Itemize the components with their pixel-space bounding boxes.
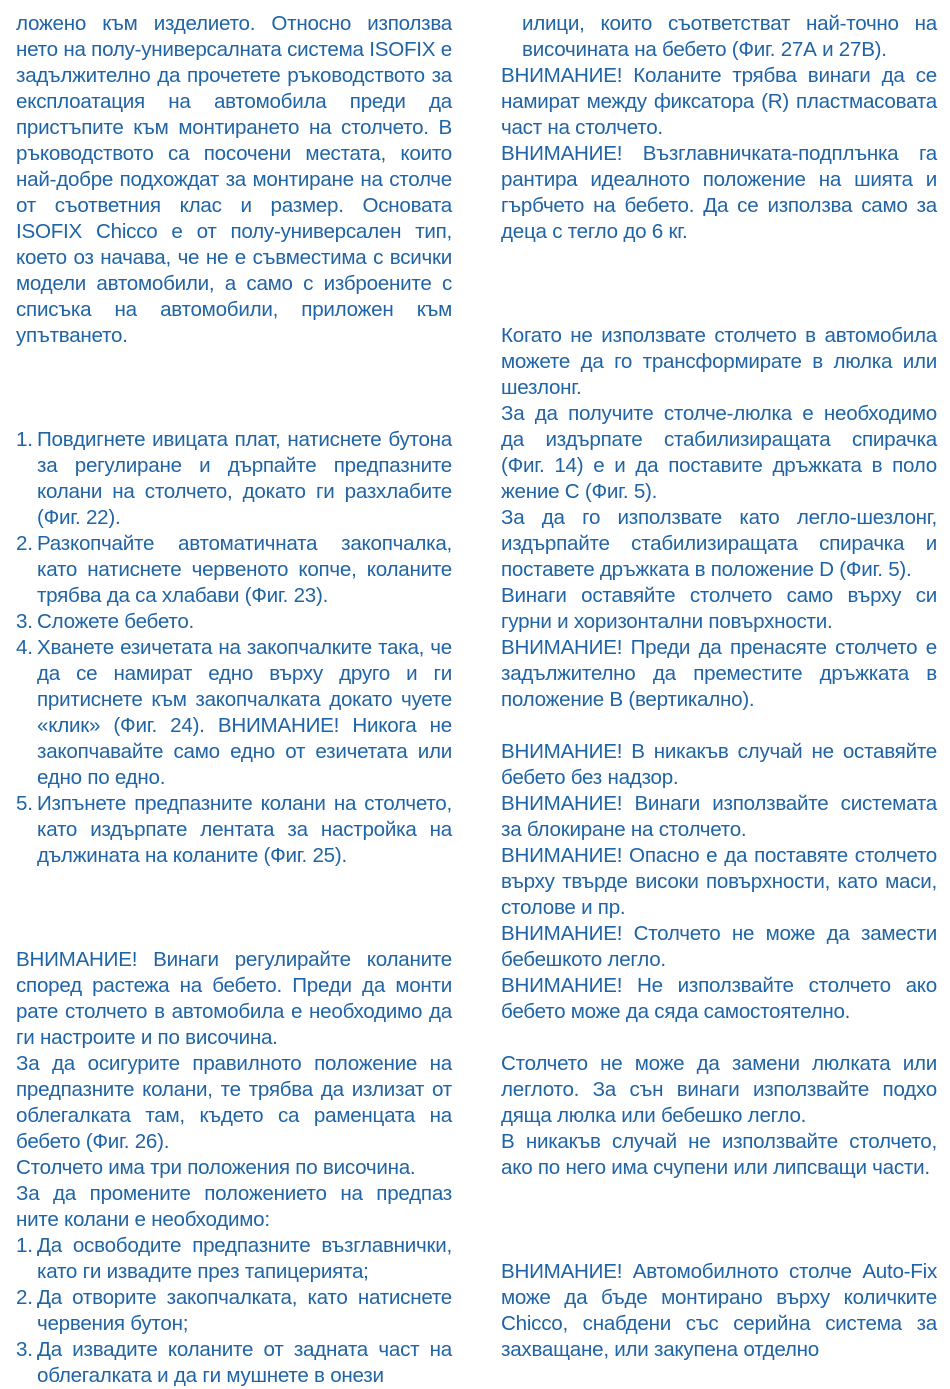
continuation-paragraph: илици, които съответстват най-точно на височината на бебето (Фиг. 27А и 27В). bbox=[522, 12, 937, 61]
sleep-paragraph: Столчето не може да замени люлката или леглото. За сън винаги използвайте подхо дяща люлка или бебешко легло. bbox=[501, 1052, 937, 1127]
list-number: 3. bbox=[16, 610, 33, 633]
warning-paragraph: ВНИМАНИЕ! Не използвайте столчето ако бебето може да сяда самостоятелно. bbox=[501, 974, 937, 1023]
list-item bbox=[16, 1233, 452, 1285]
list-text: Сложете бебето. bbox=[37, 610, 195, 633]
right-column bbox=[501, 11, 937, 1363]
list-text: Да извадите коланите от задната част на облегалката и да ги мушнете в онези bbox=[37, 1338, 452, 1387]
list-text: Повдигнете ивицата плат, натиснете бутона за регулиране и дърпайте предпазните колани на столчето, докато ги разхлабите (Фиг. 22). bbox=[37, 428, 452, 529]
list-item bbox=[16, 1285, 452, 1337]
list-number: 2. bbox=[16, 1286, 33, 1309]
warning-autofix-paragraph: ВНИМАНИЕ! Автомобилното столче Auto-Fix може да бъде монтирано върху количките Chicco, снабдени със серийна система за захващане, или закупена отделно bbox=[501, 1260, 937, 1361]
list-text: Да освободите предпазните възглавнички, като ги извадите през тапицерията; bbox=[37, 1234, 452, 1283]
surface-paragraph: Винаги оставяйте столчето само върху си гурни и хоризонтални повърхности. bbox=[501, 584, 937, 633]
transform-paragraph: Когато не използвате столчето в автомобила можете да го трансформирате в люлка или шезлонг. bbox=[501, 324, 937, 399]
warning-belts-paragraph: ВНИМАНИЕ! Коланите трябва винаги да се намират между фиксатора (R) пластмасовата част на столчето. bbox=[501, 64, 937, 139]
heights-paragraph: Столчето има три положения по височина. bbox=[16, 1156, 416, 1179]
broken-paragraph: В никакъв случай не използвайте столчето, ако по него има счупени или липсващи части. bbox=[501, 1130, 937, 1179]
list-number: 4. bbox=[16, 636, 33, 659]
list-item bbox=[16, 1337, 452, 1389]
position-paragraph: За да осигурите правилното положение на предпазните колани, те трябва да излизат от облегалката там, където са раменцата на бебето (Фиг. 26). bbox=[16, 1052, 452, 1153]
warning-paragraph: ВНИМАНИЕ! Столчето не може да замести бебешкото легло. bbox=[501, 922, 937, 971]
warning-cushion-paragraph: ВНИМАНИЕ! Възглавничката-подплънка га рантира идеалното положение на шията и гърбчето на бебето. Да се използва само за деца с тегло до 6 кг. bbox=[501, 142, 937, 243]
warning-paragraph: ВНИМАНИЕ! Винаги използвайте системата за блокиране на столчето. bbox=[501, 792, 937, 841]
list-item bbox=[16, 609, 452, 635]
lounger-paragraph: За да го използвате като легло-шезлонг, издърпайте стабилизиращата спирачка и поставете дръжката в положение D (Фиг. 5). bbox=[501, 506, 937, 581]
rocker-paragraph: За да получите столче-люлка е необходимо да издърпате стабилизиращата спирачка (Фиг. 14) е и да поставите дръжката в поло жение С (Фиг. 5). bbox=[501, 402, 937, 503]
intro-paragraph: ложено към изделието. Относно използва нето на полу-универсалната система ISOFIX е задължително да прочетете ръководството за експлоатация на автомобила преди да пристъпите към монтирането на столчето. В ръководството са посочени местата, които най-добре подхождат за монтиране на столче от съответния клас и размер. Основата ISOFIX Chicco е от полу-универсален тип, което оз начава, че не е съвместима с всички модели автомобили, а само с изброените с списъка на автомобили, приложен към упътването. bbox=[16, 12, 452, 347]
list-text: Да отворите закопчалката, като натиснете червения бутон; bbox=[37, 1286, 452, 1335]
warning-paragraph: ВНИМАНИЕ! В никакъв случай не оставяйте бебето без надзор. bbox=[501, 740, 937, 789]
warning-adjust-paragraph: ВНИМАНИЕ! Винаги регулирайте коланите според растежа на бебето. Преди да монти рате столчето в автомобила е необходимо да ги настроите и по височина. bbox=[16, 948, 452, 1049]
list-item bbox=[16, 635, 452, 791]
warning-paragraph: ВНИМАНИЕ! Опасно е да поставяте столчето върху твърде високи повърхности, като маси, столове и пр. bbox=[501, 844, 937, 919]
list-number: 1. bbox=[16, 1234, 33, 1257]
list-item bbox=[16, 531, 452, 609]
list-number: 1. bbox=[16, 428, 33, 451]
warning-carry-paragraph: ВНИМАНИЕ! Преди да пренасяте столчето е задължително да преместите дръжката в положение В (вертикално). bbox=[501, 636, 937, 711]
list-number: 5. bbox=[16, 792, 33, 815]
list-text: Изпънете предпазните колани на столчето, като издърпате лентата за настройка на дължината на коланите (Фиг. 25). bbox=[37, 792, 452, 867]
list-item bbox=[16, 427, 452, 531]
left-column bbox=[16, 11, 452, 1389]
list-number: 2. bbox=[16, 532, 33, 555]
list-text: Разкопчайте автоматичната закопчалка, като натиснете червеното копче, коланите трябва да са хлабави (Фиг. 23). bbox=[37, 532, 452, 607]
list-text: Хванете езичетата на закопчалките така, че да се намират едно върху друго и ги притиснете към закопчалката докато чуете «клик» (Фиг. 24). ВНИМАНИЕ! Никога не закопчавайте само едно от езичетата или едно по едно. bbox=[37, 636, 452, 789]
list-number: 3. bbox=[16, 1338, 33, 1361]
change-paragraph: За да промените положението на предпаз ните колани е необходимо: bbox=[16, 1182, 452, 1231]
list-item bbox=[16, 791, 452, 869]
